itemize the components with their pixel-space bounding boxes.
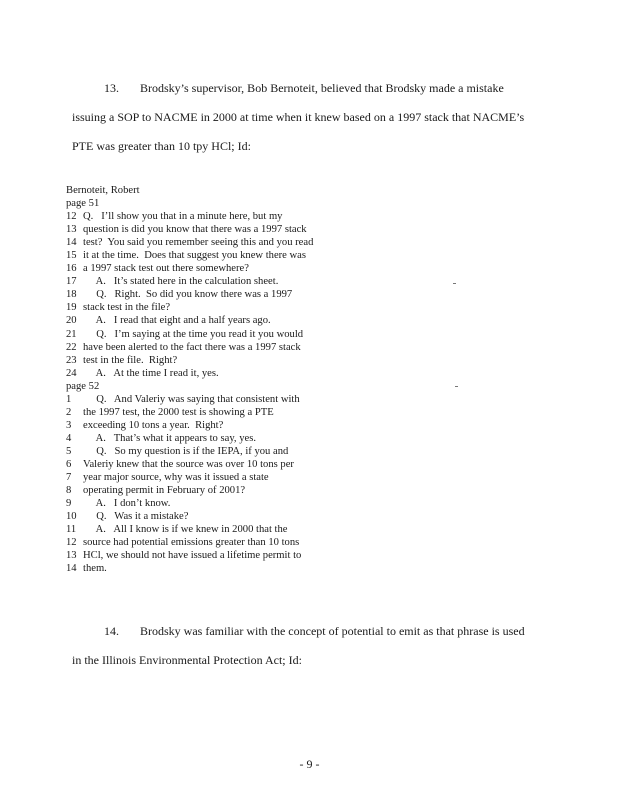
line-number: 5 bbox=[66, 445, 72, 457]
transcript-line bbox=[66, 484, 313, 497]
line-text: exceeding 10 tons a year. Right? bbox=[83, 419, 224, 431]
line-number: 14 bbox=[66, 563, 77, 575]
transcript-line bbox=[66, 354, 313, 367]
transcript-line bbox=[66, 471, 313, 484]
line-text: A. That’s what it appears to say, yes. bbox=[83, 432, 257, 444]
line-text: Valeriy knew that the source was over 10 tons per bbox=[83, 458, 294, 470]
line-number: 3 bbox=[66, 419, 72, 431]
line-text: have been alerted to the fact there was a 1997 stack bbox=[83, 341, 301, 353]
line-number: 24 bbox=[66, 367, 77, 379]
line-text: A. I don’t know. bbox=[83, 498, 171, 510]
transcript-line bbox=[66, 406, 313, 419]
witness-name: Bernoteit, Robert bbox=[66, 185, 140, 196]
line-text: year major source, why was it issued a state bbox=[83, 472, 269, 484]
line-text: source had potential emissions greater than 10 tons bbox=[83, 537, 300, 549]
transcript-line bbox=[66, 341, 313, 354]
line-text: stack test in the file? bbox=[83, 302, 171, 314]
transcript-line bbox=[66, 432, 313, 445]
line-number: 15 bbox=[66, 250, 77, 262]
line-text: Q. I’m saying at the time you read it you would bbox=[83, 328, 304, 340]
transcript-line bbox=[66, 536, 313, 549]
transcript-line bbox=[66, 210, 313, 223]
transcript-line bbox=[66, 223, 313, 236]
line-text: A. At the time I read it, yes. bbox=[83, 367, 219, 379]
transcript-line bbox=[66, 367, 313, 380]
line-number: 13 bbox=[66, 224, 77, 236]
line-number: 11 bbox=[66, 524, 77, 536]
transcript-line bbox=[66, 328, 313, 341]
paragraph-14-line-1 bbox=[104, 624, 619, 639]
deposition-page-label: page 52 bbox=[66, 380, 100, 392]
line-number: 14 bbox=[66, 237, 77, 249]
paragraph-text: Brodsky was familiar with the concept of potential to emit as that phrase is used bbox=[140, 624, 525, 638]
line-number: 9 bbox=[66, 498, 72, 510]
scan-mark bbox=[453, 283, 456, 284]
line-number: 18 bbox=[66, 289, 77, 301]
line-text: A. I read that eight and a half years ago. bbox=[83, 315, 271, 327]
line-text: it at the time. Does that suggest you knew there was bbox=[83, 250, 307, 262]
line-text: question is did you know that there was a 1997 stack bbox=[83, 224, 307, 236]
transcript-line bbox=[66, 275, 313, 288]
line-number: 21 bbox=[66, 328, 77, 340]
paragraph-13-line-3: PTE was greater than 10 tpy HCl; Id: bbox=[72, 139, 251, 153]
line-text: Q. And Valeriy was saying that consistent with bbox=[83, 393, 300, 405]
transcript-line bbox=[66, 393, 313, 406]
transcript-line bbox=[66, 549, 313, 562]
line-number: 1 bbox=[66, 393, 72, 405]
transcript-line bbox=[66, 236, 313, 249]
line-text: A. All I know is if we knew in 2000 that the bbox=[83, 524, 288, 536]
deposition-page-label: page 51 bbox=[66, 198, 100, 210]
transcript-line bbox=[66, 249, 313, 262]
transcript-line bbox=[66, 288, 313, 301]
paragraph-number: 13. bbox=[104, 81, 119, 95]
line-text: a 1997 stack test out there somewhere? bbox=[83, 263, 249, 275]
paragraph-13-line-2: issuing a SOP to NACME in 2000 at time when it knew based on a 1997 stack that NACME’s bbox=[72, 110, 525, 124]
transcript-line bbox=[66, 562, 313, 575]
line-number: 13 bbox=[66, 550, 77, 562]
line-number: 12 bbox=[66, 211, 77, 223]
line-text: Q. I’ll show you that in a minute here, but my bbox=[83, 211, 283, 223]
transcript-line bbox=[66, 497, 313, 510]
paragraph-14-line-2: in the Illinois Environmental Protection Act; Id: bbox=[72, 653, 302, 667]
line-number: 2 bbox=[66, 406, 72, 418]
line-number: 4 bbox=[66, 432, 72, 444]
transcript-line bbox=[66, 301, 313, 314]
line-text: operating permit in February of 2001? bbox=[83, 485, 246, 497]
line-number: 6 bbox=[66, 458, 72, 470]
scan-mark bbox=[455, 386, 458, 387]
line-number: 19 bbox=[66, 302, 77, 314]
transcript-line bbox=[66, 262, 313, 275]
deposition-excerpt bbox=[66, 184, 313, 575]
line-text: A. It’s stated here in the calculation sheet. bbox=[83, 276, 279, 288]
line-text: test in the file. Right? bbox=[83, 354, 178, 366]
page-number: - 9 - bbox=[299, 757, 320, 771]
line-text: Q. Right. So did you know there was a 1997 bbox=[83, 289, 293, 301]
paragraph-number: 14. bbox=[104, 624, 119, 638]
line-number: 10 bbox=[66, 511, 77, 523]
transcript-line bbox=[66, 419, 313, 432]
line-number: 8 bbox=[66, 485, 72, 497]
line-number: 23 bbox=[66, 354, 77, 366]
line-number: 16 bbox=[66, 263, 77, 275]
line-text: them. bbox=[83, 563, 107, 575]
transcript-line bbox=[66, 523, 313, 536]
paragraph-text: Brodsky’s supervisor, Bob Bernoteit, believed that Brodsky made a mistake bbox=[140, 81, 504, 95]
line-text: HCl, we should not have issued a lifetime permit to bbox=[83, 550, 302, 562]
line-number: 20 bbox=[66, 315, 77, 327]
line-number: 12 bbox=[66, 537, 77, 549]
transcript-line bbox=[66, 510, 313, 523]
transcript-line bbox=[66, 314, 313, 327]
line-text: the 1997 test, the 2000 test is showing a PTE bbox=[83, 406, 274, 418]
line-number: 7 bbox=[66, 472, 72, 484]
paragraph-13-line-1 bbox=[104, 81, 619, 96]
line-text: Q. So my question is if the IEPA, if you and bbox=[83, 445, 289, 457]
line-text: Q. Was it a mistake? bbox=[83, 511, 189, 523]
transcript-line bbox=[66, 445, 313, 458]
transcript-line bbox=[66, 458, 313, 471]
line-number: 22 bbox=[66, 341, 77, 353]
line-number: 17 bbox=[66, 276, 77, 288]
line-text: test? You said you remember seeing this and you read bbox=[83, 237, 314, 249]
